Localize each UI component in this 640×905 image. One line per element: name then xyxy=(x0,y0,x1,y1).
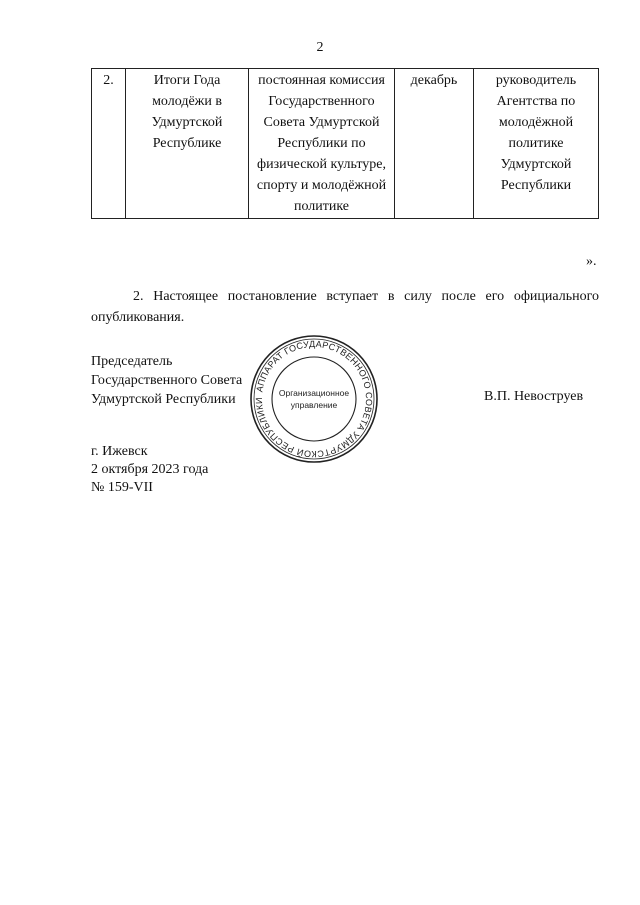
plan-table xyxy=(91,68,599,219)
place-and-date xyxy=(91,443,208,497)
responsible-cell: постоянная комиссия Государственного Совета Удмуртской Республики по физической культуре, спорту и молодёжной политике xyxy=(249,69,395,219)
effect-paragraph: 2. Настоящее постановление вступает в силу после его официального опубликования. xyxy=(91,289,599,325)
closing-quote: ». xyxy=(586,254,597,269)
seal-center-line: управление xyxy=(290,400,338,410)
event-cell: Итоги Года молодёжи в Удмуртской Республике xyxy=(126,69,249,219)
document-number: № 159-VII xyxy=(91,480,153,495)
term-cell: декабрь xyxy=(395,69,474,219)
signer-title-line: Государственного Совета xyxy=(91,373,243,388)
city: г. Ижевск xyxy=(91,444,148,459)
executor-cell: руководитель Агентства по молодёжной политике Удмуртской Республики xyxy=(474,69,599,219)
signer-title xyxy=(91,352,242,409)
seal-center-line: Организационное xyxy=(278,388,350,398)
signer-name: В.П. Невоструев xyxy=(484,389,584,404)
seal-ring-text: АППАРАТ ГОСУДАРСТВЕННОГО СОВЕТА УДМУРТСКОЙ РЕСПУБЛИКИ xyxy=(253,338,375,460)
signer-title-line: Председатель xyxy=(91,354,173,369)
signer-title-line: Удмуртской Республики xyxy=(91,392,236,407)
table-row xyxy=(92,69,599,219)
official-seal xyxy=(248,333,380,465)
row-number: 2. xyxy=(92,69,126,219)
date: 2 октября 2023 года xyxy=(91,462,209,477)
page-number: 2 xyxy=(316,40,324,55)
